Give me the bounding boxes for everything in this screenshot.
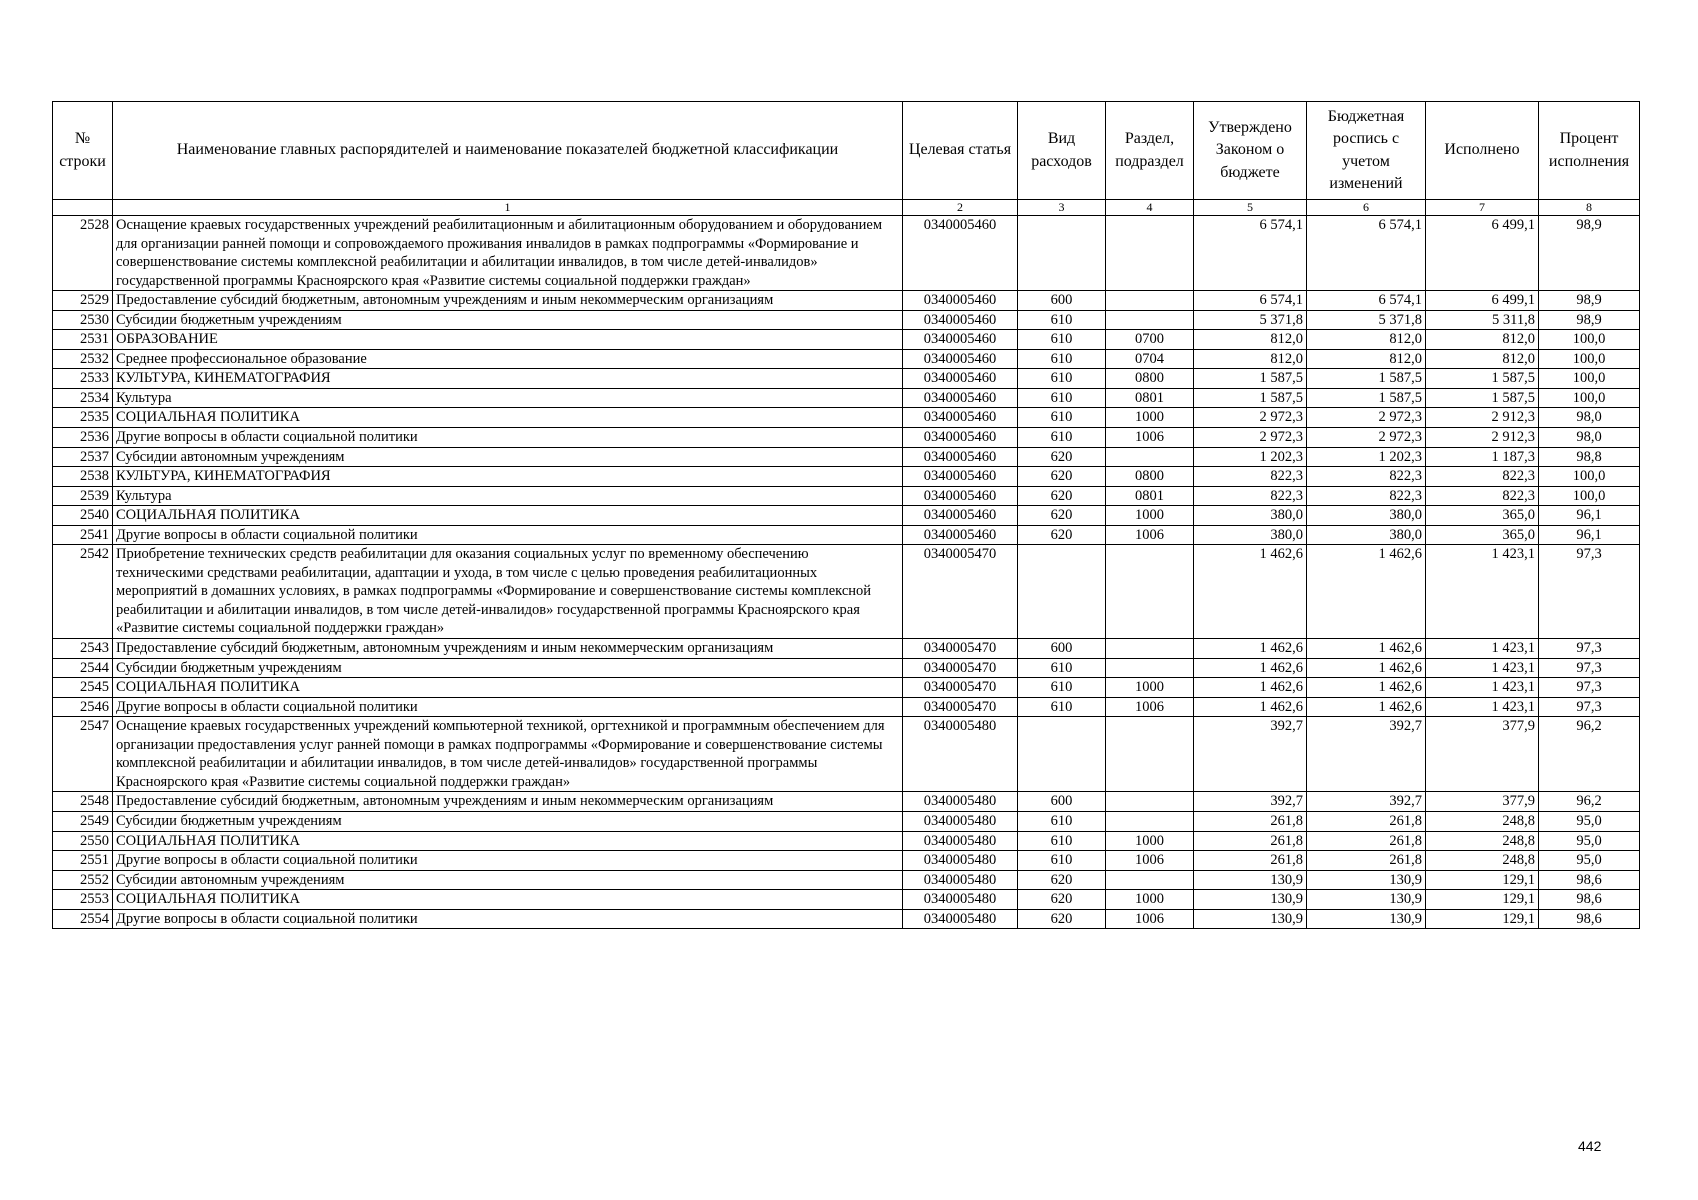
table-row bbox=[53, 506, 1640, 526]
expense-kind bbox=[1018, 216, 1106, 291]
target-article: 0340005480 bbox=[903, 870, 1018, 890]
budget-amount: 380,0 bbox=[1307, 506, 1426, 526]
expense-kind: 610 bbox=[1018, 811, 1106, 831]
executed-amount: 129,1 bbox=[1426, 870, 1539, 890]
table-row bbox=[53, 909, 1640, 929]
execution-percent: 98,6 bbox=[1539, 870, 1640, 890]
target-article: 0340005460 bbox=[903, 525, 1018, 545]
executed-amount: 5 311,8 bbox=[1426, 310, 1539, 330]
column-number bbox=[53, 200, 113, 216]
budget-execution-table bbox=[52, 101, 1640, 929]
row-number: 2538 bbox=[53, 467, 113, 487]
expense-kind: 620 bbox=[1018, 890, 1106, 910]
expense-kind: 620 bbox=[1018, 870, 1106, 890]
expense-kind: 610 bbox=[1018, 428, 1106, 448]
executed-amount: 1 423,1 bbox=[1426, 658, 1539, 678]
row-name: СОЦИАЛЬНАЯ ПОЛИТИКА bbox=[113, 831, 903, 851]
row-name: Субсидии автономным учреждениям bbox=[113, 870, 903, 890]
section-code: 1000 bbox=[1106, 890, 1194, 910]
table-row bbox=[53, 831, 1640, 851]
execution-percent: 96,1 bbox=[1539, 525, 1640, 545]
row-number: 2537 bbox=[53, 447, 113, 467]
row-name: Приобретение технических средств реабилитации для оказания социальных услуг по временному обеспечению техническими средствами реабилитации, адаптации и ухода, в том числе с целью проведения реабилитационных мероприятий в домашних условиях, в рамках подпрограммы «Формирование и совершенствование системы комплексной реабилитации и абилитации инвалидов, в том числе детей-инвалидов» государственной программы Красноярского края «Развитие системы социальной поддержки граждан» bbox=[113, 545, 903, 639]
budget-amount: 1 462,6 bbox=[1307, 639, 1426, 659]
execution-percent: 97,3 bbox=[1539, 678, 1640, 698]
header-executed: Исполнено bbox=[1426, 102, 1539, 200]
row-number: 2536 bbox=[53, 428, 113, 448]
budget-amount: 380,0 bbox=[1307, 525, 1426, 545]
table-row bbox=[53, 717, 1640, 792]
table-row bbox=[53, 408, 1640, 428]
execution-percent: 98,0 bbox=[1539, 428, 1640, 448]
executed-amount: 822,3 bbox=[1426, 486, 1539, 506]
table-row bbox=[53, 639, 1640, 659]
section-code: 1006 bbox=[1106, 428, 1194, 448]
row-number: 2541 bbox=[53, 525, 113, 545]
execution-percent: 100,0 bbox=[1539, 330, 1640, 350]
section-code: 1000 bbox=[1106, 408, 1194, 428]
row-name: Другие вопросы в области социальной политики bbox=[113, 525, 903, 545]
row-number: 2545 bbox=[53, 678, 113, 698]
row-number: 2550 bbox=[53, 831, 113, 851]
target-article: 0340005460 bbox=[903, 467, 1018, 487]
row-name: Культура bbox=[113, 486, 903, 506]
approved-amount: 380,0 bbox=[1194, 525, 1307, 545]
row-number: 2529 bbox=[53, 291, 113, 311]
section-code bbox=[1106, 792, 1194, 812]
budget-amount: 130,9 bbox=[1307, 909, 1426, 929]
section-code bbox=[1106, 216, 1194, 291]
target-article: 0340005470 bbox=[903, 545, 1018, 639]
row-name: Субсидии автономным учреждениям bbox=[113, 447, 903, 467]
execution-percent: 97,3 bbox=[1539, 697, 1640, 717]
section-code: 0700 bbox=[1106, 330, 1194, 350]
section-code bbox=[1106, 811, 1194, 831]
row-name: Субсидии бюджетным учреждениям bbox=[113, 658, 903, 678]
target-article: 0340005480 bbox=[903, 890, 1018, 910]
executed-amount: 822,3 bbox=[1426, 467, 1539, 487]
row-number: 2544 bbox=[53, 658, 113, 678]
execution-percent: 98,6 bbox=[1539, 890, 1640, 910]
executed-amount: 248,8 bbox=[1426, 831, 1539, 851]
row-name: КУЛЬТУРА, КИНЕМАТОГРАФИЯ bbox=[113, 369, 903, 389]
row-number: 2532 bbox=[53, 349, 113, 369]
table-row bbox=[53, 792, 1640, 812]
table-row bbox=[53, 467, 1640, 487]
row-number: 2547 bbox=[53, 717, 113, 792]
execution-percent: 95,0 bbox=[1539, 831, 1640, 851]
expense-kind: 610 bbox=[1018, 349, 1106, 369]
row-name: Субсидии бюджетным учреждениям bbox=[113, 811, 903, 831]
expense-kind: 610 bbox=[1018, 408, 1106, 428]
target-article: 0340005460 bbox=[903, 428, 1018, 448]
expense-kind: 610 bbox=[1018, 831, 1106, 851]
executed-amount: 1 423,1 bbox=[1426, 678, 1539, 698]
target-article: 0340005480 bbox=[903, 811, 1018, 831]
column-number: 2 bbox=[903, 200, 1018, 216]
table-row bbox=[53, 447, 1640, 467]
approved-amount: 130,9 bbox=[1194, 909, 1307, 929]
target-article: 0340005480 bbox=[903, 851, 1018, 871]
expense-kind: 610 bbox=[1018, 310, 1106, 330]
row-name: Субсидии бюджетным учреждениям bbox=[113, 310, 903, 330]
row-name: СОЦИАЛЬНАЯ ПОЛИТИКА bbox=[113, 506, 903, 526]
execution-percent: 100,0 bbox=[1539, 467, 1640, 487]
approved-amount: 5 371,8 bbox=[1194, 310, 1307, 330]
row-number: 2552 bbox=[53, 870, 113, 890]
target-article: 0340005460 bbox=[903, 349, 1018, 369]
column-number: 6 bbox=[1307, 200, 1426, 216]
expense-kind: 600 bbox=[1018, 291, 1106, 311]
executed-amount: 2 912,3 bbox=[1426, 408, 1539, 428]
row-name: Среднее профессиональное образование bbox=[113, 349, 903, 369]
approved-amount: 392,7 bbox=[1194, 792, 1307, 812]
execution-percent: 96,2 bbox=[1539, 792, 1640, 812]
execution-percent: 98,0 bbox=[1539, 408, 1640, 428]
table-row bbox=[53, 697, 1640, 717]
executed-amount: 1 423,1 bbox=[1426, 639, 1539, 659]
row-number: 2546 bbox=[53, 697, 113, 717]
target-article: 0340005470 bbox=[903, 678, 1018, 698]
expense-kind: 620 bbox=[1018, 525, 1106, 545]
table-row bbox=[53, 310, 1640, 330]
target-article: 0340005470 bbox=[903, 697, 1018, 717]
approved-amount: 1 462,6 bbox=[1194, 639, 1307, 659]
expense-kind: 610 bbox=[1018, 851, 1106, 871]
budget-amount: 6 574,1 bbox=[1307, 291, 1426, 311]
header-expense-kind: Вид расходов bbox=[1018, 102, 1106, 200]
approved-amount: 6 574,1 bbox=[1194, 216, 1307, 291]
column-number: 8 bbox=[1539, 200, 1640, 216]
row-name: Другие вопросы в области социальной политики bbox=[113, 851, 903, 871]
budget-amount: 130,9 bbox=[1307, 870, 1426, 890]
row-name: Предоставление субсидий бюджетным, автономным учреждениям и иным некоммерческим организациям bbox=[113, 291, 903, 311]
column-number: 3 bbox=[1018, 200, 1106, 216]
row-number: 2553 bbox=[53, 890, 113, 910]
expense-kind: 610 bbox=[1018, 658, 1106, 678]
budget-amount: 1 462,6 bbox=[1307, 697, 1426, 717]
section-code bbox=[1106, 639, 1194, 659]
approved-amount: 1 462,6 bbox=[1194, 545, 1307, 639]
expense-kind: 620 bbox=[1018, 447, 1106, 467]
section-code bbox=[1106, 870, 1194, 890]
column-number: 7 bbox=[1426, 200, 1539, 216]
execution-percent: 100,0 bbox=[1539, 486, 1640, 506]
expense-kind: 620 bbox=[1018, 506, 1106, 526]
header-name: Наименование главных распорядителей и наименование показателей бюджетной классификации bbox=[113, 102, 903, 200]
executed-amount: 1 187,3 bbox=[1426, 447, 1539, 467]
header-approved: Утверждено Законом о бюджете bbox=[1194, 102, 1307, 200]
row-number: 2539 bbox=[53, 486, 113, 506]
executed-amount: 1 587,5 bbox=[1426, 388, 1539, 408]
approved-amount: 822,3 bbox=[1194, 467, 1307, 487]
approved-amount: 130,9 bbox=[1194, 890, 1307, 910]
target-article: 0340005480 bbox=[903, 831, 1018, 851]
execution-percent: 97,3 bbox=[1539, 545, 1640, 639]
header-budget-schedule: Бюджетная роспись с учетом изменений bbox=[1307, 102, 1426, 200]
row-number: 2534 bbox=[53, 388, 113, 408]
table-row bbox=[53, 388, 1640, 408]
approved-amount: 2 972,3 bbox=[1194, 428, 1307, 448]
target-article: 0340005460 bbox=[903, 506, 1018, 526]
execution-percent: 97,3 bbox=[1539, 658, 1640, 678]
budget-amount: 1 462,6 bbox=[1307, 545, 1426, 639]
row-name: СОЦИАЛЬНАЯ ПОЛИТИКА bbox=[113, 890, 903, 910]
execution-percent: 95,0 bbox=[1539, 851, 1640, 871]
approved-amount: 261,8 bbox=[1194, 831, 1307, 851]
budget-amount: 392,7 bbox=[1307, 792, 1426, 812]
expense-kind: 610 bbox=[1018, 388, 1106, 408]
executed-amount: 248,8 bbox=[1426, 811, 1539, 831]
target-article: 0340005480 bbox=[903, 792, 1018, 812]
budget-amount: 822,3 bbox=[1307, 467, 1426, 487]
section-code: 1000 bbox=[1106, 831, 1194, 851]
expense-kind: 610 bbox=[1018, 697, 1106, 717]
executed-amount: 812,0 bbox=[1426, 349, 1539, 369]
target-article: 0340005460 bbox=[903, 486, 1018, 506]
budget-amount: 392,7 bbox=[1307, 717, 1426, 792]
row-number: 2535 bbox=[53, 408, 113, 428]
column-number: 5 bbox=[1194, 200, 1307, 216]
approved-amount: 1 462,6 bbox=[1194, 678, 1307, 698]
row-name: Другие вопросы в области социальной политики bbox=[113, 697, 903, 717]
header-row bbox=[53, 102, 1640, 200]
row-number: 2533 bbox=[53, 369, 113, 389]
expense-kind bbox=[1018, 717, 1106, 792]
execution-percent: 95,0 bbox=[1539, 811, 1640, 831]
execution-percent: 98,9 bbox=[1539, 291, 1640, 311]
row-name: КУЛЬТУРА, КИНЕМАТОГРАФИЯ bbox=[113, 467, 903, 487]
section-code bbox=[1106, 717, 1194, 792]
column-number-row bbox=[53, 200, 1640, 216]
section-code: 1006 bbox=[1106, 909, 1194, 929]
section-code: 0800 bbox=[1106, 369, 1194, 389]
executed-amount: 129,1 bbox=[1426, 890, 1539, 910]
budget-amount: 822,3 bbox=[1307, 486, 1426, 506]
execution-percent: 98,6 bbox=[1539, 909, 1640, 929]
table-row bbox=[53, 870, 1640, 890]
row-number: 2542 bbox=[53, 545, 113, 639]
row-name: ОБРАЗОВАНИЕ bbox=[113, 330, 903, 350]
column-number: 4 bbox=[1106, 200, 1194, 216]
target-article: 0340005470 bbox=[903, 658, 1018, 678]
budget-amount: 1 462,6 bbox=[1307, 678, 1426, 698]
execution-percent: 96,1 bbox=[1539, 506, 1640, 526]
table-row bbox=[53, 349, 1640, 369]
expense-kind: 610 bbox=[1018, 369, 1106, 389]
table-body bbox=[53, 216, 1640, 929]
row-number: 2528 bbox=[53, 216, 113, 291]
budget-amount: 261,8 bbox=[1307, 851, 1426, 871]
executed-amount: 377,9 bbox=[1426, 792, 1539, 812]
table-row bbox=[53, 658, 1640, 678]
expense-kind: 610 bbox=[1018, 330, 1106, 350]
row-number: 2548 bbox=[53, 792, 113, 812]
expense-kind: 620 bbox=[1018, 909, 1106, 929]
table-row bbox=[53, 545, 1640, 639]
expense-kind: 620 bbox=[1018, 467, 1106, 487]
row-number: 2540 bbox=[53, 506, 113, 526]
table-row bbox=[53, 291, 1640, 311]
expense-kind: 600 bbox=[1018, 639, 1106, 659]
approved-amount: 812,0 bbox=[1194, 330, 1307, 350]
target-article: 0340005480 bbox=[903, 717, 1018, 792]
table-row bbox=[53, 851, 1640, 871]
execution-percent: 98,9 bbox=[1539, 216, 1640, 291]
budget-amount: 130,9 bbox=[1307, 890, 1426, 910]
approved-amount: 6 574,1 bbox=[1194, 291, 1307, 311]
approved-amount: 1 587,5 bbox=[1194, 388, 1307, 408]
budget-amount: 261,8 bbox=[1307, 811, 1426, 831]
budget-amount: 812,0 bbox=[1307, 330, 1426, 350]
executed-amount: 1 587,5 bbox=[1426, 369, 1539, 389]
expense-kind: 600 bbox=[1018, 792, 1106, 812]
budget-amount: 1 462,6 bbox=[1307, 658, 1426, 678]
target-article: 0340005460 bbox=[903, 369, 1018, 389]
execution-percent: 100,0 bbox=[1539, 349, 1640, 369]
row-name: Оснащение краевых государственных учреждений реабилитационным и абилитационным оборудованием и оборудованием для организации ранней помощи и сопровождаемого проживания инвалидов в рамках подпрограммы «Формирование и совершенствование системы комплексной реабилитации и абилитации инвалидов, в том числе детей-инвалидов» государственной программы Красноярского края «Развитие системы социальной поддержки граждан» bbox=[113, 216, 903, 291]
executed-amount: 812,0 bbox=[1426, 330, 1539, 350]
expense-kind bbox=[1018, 545, 1106, 639]
budget-amount: 6 574,1 bbox=[1307, 216, 1426, 291]
approved-amount: 822,3 bbox=[1194, 486, 1307, 506]
row-name: СОЦИАЛЬНАЯ ПОЛИТИКА bbox=[113, 408, 903, 428]
section-code: 1000 bbox=[1106, 678, 1194, 698]
row-number: 2530 bbox=[53, 310, 113, 330]
approved-amount: 1 587,5 bbox=[1194, 369, 1307, 389]
row-name: Предоставление субсидий бюджетным, автономным учреждениям и иным некоммерческим организациям bbox=[113, 792, 903, 812]
row-name: СОЦИАЛЬНАЯ ПОЛИТИКА bbox=[113, 678, 903, 698]
approved-amount: 1 202,3 bbox=[1194, 447, 1307, 467]
execution-percent: 100,0 bbox=[1539, 388, 1640, 408]
row-number: 2554 bbox=[53, 909, 113, 929]
table-row bbox=[53, 811, 1640, 831]
target-article: 0340005460 bbox=[903, 330, 1018, 350]
target-article: 0340005460 bbox=[903, 310, 1018, 330]
target-article: 0340005460 bbox=[903, 388, 1018, 408]
row-name: Оснащение краевых государственных учреждений компьютерной техникой, оргтехникой и программным обеспечением для организации предоставления услуг ранней помощи в рамках подпрограммы «Формирование и совершенствование системы комплексной реабилитации и абилитации инвалидов, в том числе детей-инвалидов» государственной программы Красноярского края «Развитие системы социальной поддержки граждан» bbox=[113, 717, 903, 792]
row-number: 2531 bbox=[53, 330, 113, 350]
execution-percent: 96,2 bbox=[1539, 717, 1640, 792]
table-row bbox=[53, 330, 1640, 350]
section-code: 1006 bbox=[1106, 851, 1194, 871]
section-code bbox=[1106, 310, 1194, 330]
section-code bbox=[1106, 658, 1194, 678]
table-row bbox=[53, 369, 1640, 389]
column-number: 1 bbox=[113, 200, 903, 216]
execution-percent: 97,3 bbox=[1539, 639, 1640, 659]
header-row-number: № строки bbox=[53, 102, 113, 200]
target-article: 0340005470 bbox=[903, 639, 1018, 659]
section-code bbox=[1106, 447, 1194, 467]
target-article: 0340005460 bbox=[903, 408, 1018, 428]
row-name: Другие вопросы в области социальной политики bbox=[113, 909, 903, 929]
table-row bbox=[53, 890, 1640, 910]
approved-amount: 261,8 bbox=[1194, 851, 1307, 871]
expense-kind: 610 bbox=[1018, 678, 1106, 698]
section-code bbox=[1106, 545, 1194, 639]
page-number: 442 bbox=[1578, 1138, 1602, 1154]
table-row bbox=[53, 486, 1640, 506]
target-article: 0340005480 bbox=[903, 909, 1018, 929]
section-code: 1000 bbox=[1106, 506, 1194, 526]
executed-amount: 1 423,1 bbox=[1426, 545, 1539, 639]
executed-amount: 2 912,3 bbox=[1426, 428, 1539, 448]
approved-amount: 261,8 bbox=[1194, 811, 1307, 831]
approved-amount: 2 972,3 bbox=[1194, 408, 1307, 428]
section-code: 1006 bbox=[1106, 697, 1194, 717]
target-article: 0340005460 bbox=[903, 291, 1018, 311]
budget-amount: 1 587,5 bbox=[1307, 388, 1426, 408]
header-target-article: Целевая статья bbox=[903, 102, 1018, 200]
budget-amount: 2 972,3 bbox=[1307, 428, 1426, 448]
executed-amount: 1 423,1 bbox=[1426, 697, 1539, 717]
row-name: Другие вопросы в области социальной политики bbox=[113, 428, 903, 448]
budget-amount: 1 587,5 bbox=[1307, 369, 1426, 389]
executed-amount: 365,0 bbox=[1426, 525, 1539, 545]
executed-amount: 248,8 bbox=[1426, 851, 1539, 871]
execution-percent: 98,8 bbox=[1539, 447, 1640, 467]
executed-amount: 129,1 bbox=[1426, 909, 1539, 929]
header-percent: Процент исполнения bbox=[1539, 102, 1640, 200]
table-row bbox=[53, 216, 1640, 291]
budget-amount: 812,0 bbox=[1307, 349, 1426, 369]
section-code: 0801 bbox=[1106, 486, 1194, 506]
section-code: 0704 bbox=[1106, 349, 1194, 369]
executed-amount: 6 499,1 bbox=[1426, 216, 1539, 291]
row-number: 2551 bbox=[53, 851, 113, 871]
section-code: 1006 bbox=[1106, 525, 1194, 545]
section-code: 0800 bbox=[1106, 467, 1194, 487]
approved-amount: 1 462,6 bbox=[1194, 697, 1307, 717]
approved-amount: 392,7 bbox=[1194, 717, 1307, 792]
table-row bbox=[53, 428, 1640, 448]
approved-amount: 380,0 bbox=[1194, 506, 1307, 526]
header-section: Раздел, подраздел bbox=[1106, 102, 1194, 200]
section-code: 0801 bbox=[1106, 388, 1194, 408]
budget-amount: 1 202,3 bbox=[1307, 447, 1426, 467]
executed-amount: 365,0 bbox=[1426, 506, 1539, 526]
expense-kind: 620 bbox=[1018, 486, 1106, 506]
executed-amount: 377,9 bbox=[1426, 717, 1539, 792]
table-row bbox=[53, 525, 1640, 545]
target-article: 0340005460 bbox=[903, 216, 1018, 291]
budget-amount: 5 371,8 bbox=[1307, 310, 1426, 330]
execution-percent: 98,9 bbox=[1539, 310, 1640, 330]
target-article: 0340005460 bbox=[903, 447, 1018, 467]
table-row bbox=[53, 678, 1640, 698]
approved-amount: 1 462,6 bbox=[1194, 658, 1307, 678]
budget-amount: 261,8 bbox=[1307, 831, 1426, 851]
row-number: 2543 bbox=[53, 639, 113, 659]
budget-amount: 2 972,3 bbox=[1307, 408, 1426, 428]
section-code bbox=[1106, 291, 1194, 311]
row-name: Предоставление субсидий бюджетным, автономным учреждениям и иным некоммерческим организациям bbox=[113, 639, 903, 659]
executed-amount: 6 499,1 bbox=[1426, 291, 1539, 311]
row-number: 2549 bbox=[53, 811, 113, 831]
execution-percent: 100,0 bbox=[1539, 369, 1640, 389]
row-name: Культура bbox=[113, 388, 903, 408]
approved-amount: 130,9 bbox=[1194, 870, 1307, 890]
approved-amount: 812,0 bbox=[1194, 349, 1307, 369]
